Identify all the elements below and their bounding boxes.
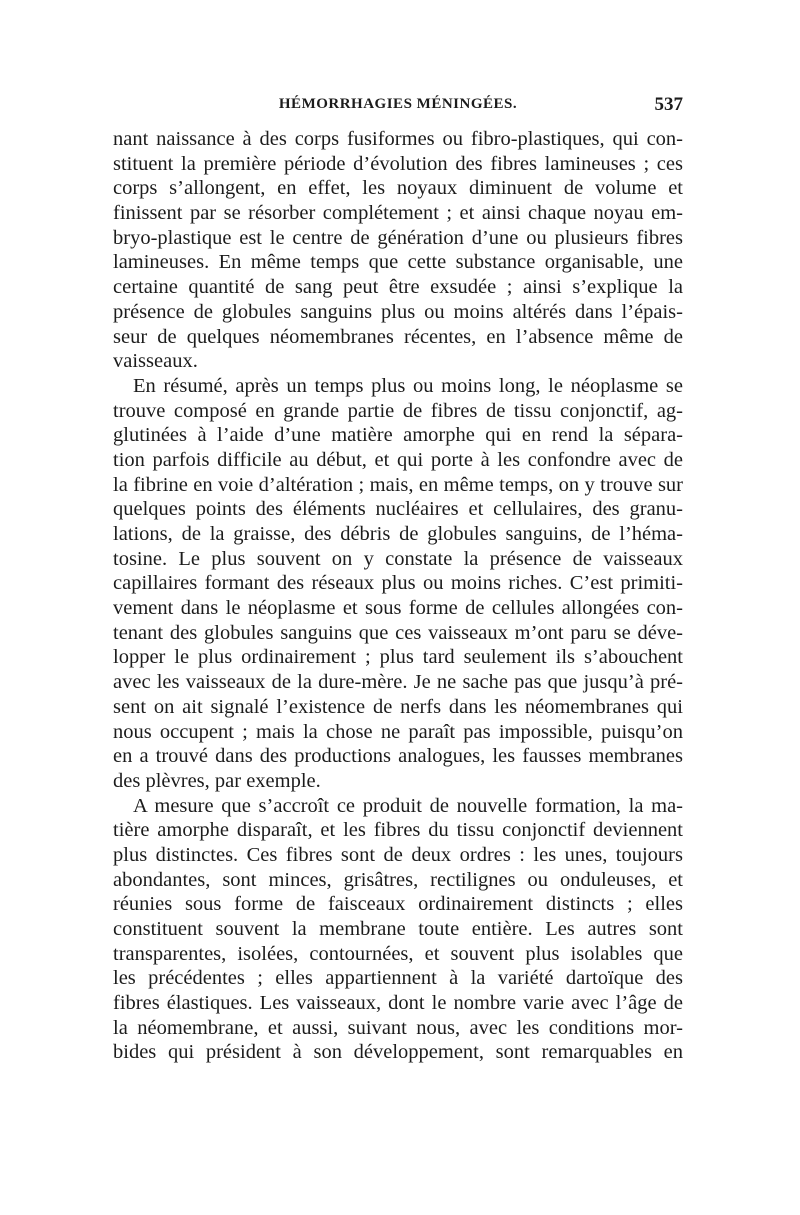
body-text bbox=[113, 127, 683, 1065]
text-line: capillaires formant des réseaux plus ou moins riches. C’est primiti- bbox=[113, 572, 683, 595]
text-line: corps s’allongent, en effet, les noyaux diminuent de volume et bbox=[113, 177, 683, 200]
text-line: tenant des globules sanguins que ces vaisseaux m’ont paru se déve- bbox=[113, 621, 683, 644]
text-line: bryo-plastique est le centre de génération d’une ou plusieurs fibres bbox=[113, 226, 683, 249]
text-line: certaine quantité de sang peut être exsudée ; ainsi s’explique la bbox=[113, 276, 683, 299]
text-line: présence de globules sanguins plus ou moins altérés dans l’épais- bbox=[113, 300, 683, 323]
text-line: les précédentes ; elles appartiennent à la variété dartoïque des bbox=[113, 967, 683, 990]
text-line: constituent souvent la membrane toute entière. Les autres sont bbox=[113, 918, 683, 940]
text-line: glutinées à l’aide d’une matière amorphe qui en rend la sépara- bbox=[113, 424, 683, 447]
text-line: trouve composé en grande partie de fibres de tissu conjonctif, ag- bbox=[113, 399, 683, 422]
text-line: des plèvres, par exemple. bbox=[113, 769, 321, 792]
text-line: seur de quelques néomembranes récentes, en l’absence même de bbox=[113, 325, 683, 348]
text-line: stituent la première période d’évolution des fibres lamineuses ; ces bbox=[113, 152, 683, 175]
text-line: nous occupent ; mais la chose ne paraît pas impossible, puisqu’on bbox=[113, 720, 683, 743]
running-head bbox=[113, 96, 683, 120]
page-number: 537 bbox=[654, 94, 683, 115]
text-line: fibres élastiques. Les vaisseaux, dont le nombre varie avec l’âge de bbox=[113, 992, 683, 1015]
text-line: vaisseaux. bbox=[113, 350, 198, 373]
text-line: lations, de la graisse, des débris de globules sanguins, de l’héma- bbox=[113, 523, 683, 545]
text-line: avec les vaisseaux de la dure-mère. Je ne sache pas que jusqu’à pré- bbox=[113, 671, 683, 694]
running-title: HÉMORRHAGIES MÉNINGÉES. bbox=[278, 96, 518, 112]
text-line: la néomembrane, et aussi, suivant nous, avec les conditions mor- bbox=[113, 1016, 683, 1039]
text-line: nant naissance à des corps fusiformes ou fibro-plastiques, qui con- bbox=[113, 128, 683, 150]
text-line: lopper le plus ordinairement ; plus tard seulement ils s’abouchent bbox=[113, 646, 683, 669]
text-line: réunies sous forme de faisceaux ordinairement distincts ; elles bbox=[113, 893, 683, 916]
text-line: tosine. Le plus souvent on y constate la présence de vaisseaux bbox=[113, 547, 683, 570]
text-line: en a trouvé dans des productions analogues, les fausses membranes bbox=[113, 745, 683, 768]
text-line: abondantes, sont minces, grisâtres, rectilignes ou onduleuses, et bbox=[113, 868, 683, 891]
text-line: quelques points des éléments nucléaires et cellulaires, des granu- bbox=[113, 498, 683, 521]
text-line: la fibrine en voie d’altération ; mais, en même temps, on y trouve sur bbox=[113, 473, 683, 496]
text-line: A mesure que s’accroît ce produit de nouvelle formation, la ma- bbox=[133, 794, 683, 817]
text-line: lamineuses. En même temps que cette substance organisable, une bbox=[113, 251, 683, 274]
text-line: En résumé, après un temps plus ou moins long, le néoplasme se bbox=[133, 374, 683, 397]
text-line: transparentes, isolées, contournées, et souvent plus isolables que bbox=[113, 942, 683, 965]
text-line: tion parfois difficile au début, et qui porte à les confondre avec de bbox=[113, 448, 683, 471]
text-line: vement dans le néoplasme et sous forme de cellules allongées con- bbox=[113, 597, 683, 620]
text-line: plus distinctes. Ces fibres sont de deux ordres : les unes, toujours bbox=[113, 843, 683, 866]
text-line: tière amorphe disparaît, et les fibres du tissu conjonctif deviennent bbox=[113, 819, 683, 842]
text-line: bides qui président à son développement, sont remarquables en bbox=[113, 1041, 683, 1064]
text-line: sent on ait signalé l’existence de nerfs dans les néomembranes qui bbox=[113, 695, 683, 718]
text-line: finissent par se résorber complétement ; et ainsi chaque noyau em- bbox=[113, 202, 683, 225]
